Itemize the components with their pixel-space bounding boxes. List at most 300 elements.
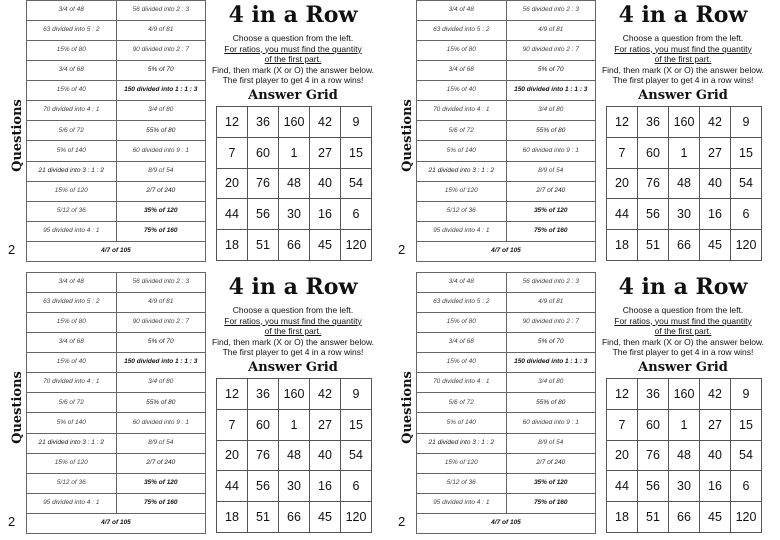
answer-cell[interactable]: 20: [217, 440, 248, 471]
question-cell: 5/12 of 36: [27, 201, 117, 221]
page-number: 2: [398, 514, 406, 529]
answer-grid-title: Answer Grid: [638, 88, 728, 103]
question-cell: 35% of 120: [116, 201, 206, 221]
answer-cell[interactable]: 45: [700, 502, 731, 533]
instruction-line-5: The first player to get 4 in a row wins!: [612, 75, 754, 85]
question-cell: 5/6 of 72: [27, 393, 117, 413]
question-cell: 75% of 160: [116, 221, 206, 241]
question-cell: 4/9 of 81: [506, 293, 596, 313]
instruction-line-5: The first player to get 4 in a row wins!: [612, 347, 754, 357]
answer-cell[interactable]: 18: [217, 502, 248, 533]
answer-cell[interactable]: 120: [341, 502, 372, 533]
answer-cell[interactable]: 7: [217, 137, 248, 168]
answer-cell[interactable]: 54: [731, 440, 762, 471]
instruction-line-5: The first player to get 4 in a row wins!: [222, 75, 364, 85]
question-row: [27, 101, 206, 121]
answer-row: [607, 379, 762, 410]
question-cell: 90 divided into 2 : 7: [506, 41, 596, 61]
question-cell: 60 divided into 9 : 1: [506, 141, 596, 161]
answer-cell[interactable]: 40: [700, 168, 731, 199]
question-row: [417, 453, 596, 473]
answer-cell[interactable]: 160: [669, 379, 700, 410]
question-row: [27, 141, 206, 161]
question-row: [417, 21, 596, 41]
instruction-line-2: For ratios, you must find the quantity: [224, 315, 362, 326]
answer-cell[interactable]: 160: [669, 107, 700, 138]
question-cell: 15% of 120: [417, 181, 507, 201]
question-cell: 55% of 80: [116, 121, 206, 141]
game-title: 4 in a Row: [228, 2, 358, 28]
question-cell: 55% of 80: [506, 393, 596, 413]
answer-cell[interactable]: 18: [217, 230, 248, 261]
answer-cell[interactable]: 1: [279, 409, 310, 440]
answer-cell[interactable]: 42: [700, 107, 731, 138]
question-cell: 55% of 80: [506, 121, 596, 141]
question-row: [417, 413, 596, 433]
question-cell: 5% of 140: [417, 413, 507, 433]
answer-cell[interactable]: 51: [248, 502, 279, 533]
answer-grid: [606, 378, 762, 533]
question-row: [417, 1, 596, 21]
question-cell: 56 divided into 2 : 3: [116, 1, 206, 21]
question-row: [27, 293, 206, 313]
answer-cell[interactable]: 15: [341, 137, 372, 168]
question-cell: 60 divided into 9 : 1: [116, 141, 206, 161]
question-row: [417, 241, 596, 261]
question-row: [417, 201, 596, 221]
answer-cell[interactable]: 30: [279, 471, 310, 502]
question-cell: 5% of 70: [116, 61, 206, 81]
answer-row: [217, 199, 372, 230]
answer-cell[interactable]: 51: [248, 230, 279, 261]
answer-cell[interactable]: 54: [341, 168, 372, 199]
answer-cell[interactable]: 9: [731, 107, 762, 138]
instruction-line-4: Find, then mark (X or O) the answer below.: [211, 336, 375, 347]
answer-cell[interactable]: 45: [700, 230, 731, 261]
question-row: [417, 393, 596, 413]
answer-cell[interactable]: 9: [341, 107, 372, 138]
answer-cell[interactable]: 42: [700, 379, 731, 410]
answer-cell[interactable]: 27: [310, 137, 341, 168]
question-cell: 8/9 of 54: [116, 161, 206, 181]
answer-cell[interactable]: 1: [669, 137, 700, 168]
answer-grid: [216, 106, 372, 261]
question-row: [417, 141, 596, 161]
question-row: [417, 293, 596, 313]
answer-cell[interactable]: 20: [607, 440, 638, 471]
question-cell: 3/4 of 80: [116, 101, 206, 121]
answer-cell[interactable]: 76: [248, 440, 279, 471]
question-cell: 70 divided into 4 : 1: [27, 101, 117, 121]
answer-cell[interactable]: 27: [700, 409, 731, 440]
questions-table: [416, 272, 596, 534]
question-row: [417, 61, 596, 81]
answer-cell[interactable]: 56: [248, 199, 279, 230]
answer-cell[interactable]: 160: [279, 379, 310, 410]
question-cell: 95 divided into 4 : 1: [27, 493, 117, 513]
answer-cell[interactable]: 6: [341, 199, 372, 230]
answer-grid-title: Answer Grid: [248, 88, 338, 103]
question-cell: 63 divided into 5 : 2: [27, 293, 117, 313]
answer-cell[interactable]: 40: [700, 440, 731, 471]
answer-cell[interactable]: 16: [310, 199, 341, 230]
question-cell: 56 divided into 2 : 3: [506, 1, 596, 21]
question-cell: 2/7 of 240: [116, 181, 206, 201]
answer-cell[interactable]: 40: [310, 440, 341, 471]
question-cell: 4/7 of 105: [27, 241, 206, 261]
answer-cell[interactable]: 20: [607, 168, 638, 199]
question-cell: 150 divided into 1 : 1 : 3: [506, 81, 596, 101]
instruction-line-2: For ratios, you must find the quantity: [614, 43, 752, 54]
answer-grid-title: Answer Grid: [248, 360, 338, 375]
answer-row: [607, 137, 762, 168]
answer-cell[interactable]: 120: [731, 502, 762, 533]
page-number: 2: [398, 242, 406, 257]
question-row: [27, 513, 206, 533]
question-cell: 15% of 80: [417, 313, 507, 333]
question-row: [27, 201, 206, 221]
answer-cell[interactable]: 42: [310, 107, 341, 138]
question-row: [27, 493, 206, 513]
answer-row: [217, 379, 372, 410]
question-cell: 15% of 40: [417, 81, 507, 101]
answer-cell[interactable]: 36: [248, 107, 279, 138]
question-cell: 5/12 of 36: [417, 201, 507, 221]
answer-cell[interactable]: 160: [279, 107, 310, 138]
answer-cell[interactable]: 54: [731, 168, 762, 199]
question-cell: 95 divided into 4 : 1: [27, 221, 117, 241]
answer-cell[interactable]: 30: [279, 199, 310, 230]
question-cell: 63 divided into 5 : 2: [417, 21, 507, 41]
answer-cell[interactable]: 44: [607, 471, 638, 502]
answer-cell[interactable]: 48: [279, 168, 310, 199]
answer-cell[interactable]: 12: [217, 379, 248, 410]
game-card: [390, 0, 766, 262]
answer-cell[interactable]: 44: [217, 199, 248, 230]
question-row: [27, 433, 206, 453]
question-row: [27, 41, 206, 61]
question-cell: 2/7 of 240: [116, 453, 206, 473]
question-cell: 8/9 of 54: [116, 433, 206, 453]
answer-cell[interactable]: 44: [217, 471, 248, 502]
questions-side-label: Questions: [9, 370, 25, 444]
answer-cell[interactable]: 56: [248, 471, 279, 502]
answer-cell[interactable]: 60: [638, 137, 669, 168]
question-cell: 4/7 of 105: [27, 513, 206, 533]
instruction-line-2: For ratios, you must find the quantity: [614, 315, 752, 326]
question-cell: 4/9 of 81: [116, 21, 206, 41]
question-cell: 70 divided into 4 : 1: [417, 373, 507, 393]
instruction-line-1: Choose a question from the left.: [232, 33, 354, 43]
questions-side-label: Questions: [399, 370, 415, 444]
question-row: [27, 473, 206, 493]
answer-row: [607, 409, 762, 440]
question-cell: 15% of 80: [417, 41, 507, 61]
question-cell: 5/12 of 36: [27, 473, 117, 493]
answer-grid-title: Answer Grid: [638, 360, 728, 375]
answer-cell[interactable]: 36: [638, 379, 669, 410]
question-cell: 5/6 of 72: [417, 121, 507, 141]
question-row: [27, 81, 206, 101]
question-cell: 15% of 40: [417, 353, 507, 373]
answer-cell[interactable]: 36: [248, 379, 279, 410]
question-cell: 15% of 80: [27, 313, 117, 333]
answer-cell[interactable]: 18: [607, 502, 638, 533]
question-cell: 70 divided into 4 : 1: [27, 373, 117, 393]
answer-cell[interactable]: 16: [310, 471, 341, 502]
question-cell: 3/4 of 68: [27, 61, 117, 81]
answer-row: [217, 168, 372, 199]
answer-cell[interactable]: 6: [731, 199, 762, 230]
question-cell: 15% of 120: [27, 453, 117, 473]
instruction-line-1: Choose a question from the left.: [622, 33, 744, 43]
answer-cell[interactable]: 7: [607, 409, 638, 440]
game-title: 4 in a Row: [618, 2, 748, 28]
answer-cell[interactable]: 18: [607, 230, 638, 261]
answer-cell[interactable]: 12: [217, 107, 248, 138]
answer-row: [217, 230, 372, 261]
question-cell: 3/4 of 48: [417, 273, 507, 293]
instruction-line-4: Find, then mark (X or O) the answer below.: [601, 336, 765, 347]
answer-cell[interactable]: 12: [607, 107, 638, 138]
answer-cell[interactable]: 44: [607, 199, 638, 230]
answer-cell[interactable]: 66: [279, 502, 310, 533]
instruction-line-2: For ratios, you must find the quantity: [224, 43, 362, 54]
game-card: [390, 272, 766, 534]
answer-grid: [606, 106, 762, 261]
answer-cell[interactable]: 48: [669, 168, 700, 199]
answer-cell[interactable]: 9: [341, 379, 372, 410]
question-row: [27, 121, 206, 141]
question-row: [27, 161, 206, 181]
answer-cell[interactable]: 6: [341, 471, 372, 502]
question-cell: 56 divided into 2 : 3: [506, 273, 596, 293]
question-cell: 3/4 of 80: [116, 373, 206, 393]
answer-row: [217, 471, 372, 502]
question-row: [27, 453, 206, 473]
answer-cell[interactable]: 15: [731, 137, 762, 168]
answer-cell[interactable]: 48: [279, 440, 310, 471]
answer-cell[interactable]: 27: [700, 137, 731, 168]
instruction-line-3: of the first part.: [654, 326, 712, 336]
instruction-line-1: Choose a question from the left.: [622, 305, 744, 315]
answer-row: [217, 502, 372, 533]
answer-cell[interactable]: 66: [669, 502, 700, 533]
instructions: [210, 33, 376, 86]
answer-cell[interactable]: 16: [700, 199, 731, 230]
question-row: [27, 413, 206, 433]
question-cell: 95 divided into 4 : 1: [417, 221, 507, 241]
question-row: [417, 433, 596, 453]
question-cell: 75% of 160: [506, 221, 596, 241]
game-card: [0, 0, 376, 262]
question-row: [417, 473, 596, 493]
answer-cell[interactable]: 66: [279, 230, 310, 261]
answer-cell[interactable]: 60: [638, 409, 669, 440]
question-row: [27, 221, 206, 241]
answer-cell[interactable]: 76: [638, 440, 669, 471]
questions-table: [26, 0, 206, 262]
question-row: [417, 273, 596, 293]
answer-cell[interactable]: 15: [731, 409, 762, 440]
question-row: [417, 373, 596, 393]
question-cell: 60 divided into 9 : 1: [506, 413, 596, 433]
question-row: [27, 273, 206, 293]
question-cell: 3/4 of 48: [27, 273, 117, 293]
instruction-line-3: of the first part.: [264, 54, 322, 64]
question-row: [417, 353, 596, 373]
instruction-line-1: Choose a question from the left.: [232, 305, 354, 315]
answer-cell[interactable]: 9: [731, 379, 762, 410]
question-row: [417, 41, 596, 61]
instructions: [210, 305, 376, 358]
question-row: [27, 393, 206, 413]
question-cell: 21 divided into 3 : 1 : 2: [417, 433, 507, 453]
question-cell: 5/6 of 72: [417, 393, 507, 413]
questions-table: [26, 272, 206, 534]
question-row: [27, 353, 206, 373]
instruction-line-4: Find, then mark (X or O) the answer below.: [211, 64, 375, 75]
question-cell: 15% of 40: [27, 353, 117, 373]
answer-cell[interactable]: 40: [310, 168, 341, 199]
answer-cell[interactable]: 60: [248, 409, 279, 440]
question-cell: 90 divided into 2 : 7: [116, 41, 206, 61]
answer-row: [607, 199, 762, 230]
instruction-line-3: of the first part.: [654, 54, 712, 64]
answer-cell[interactable]: 6: [731, 471, 762, 502]
question-cell: 60 divided into 9 : 1: [116, 413, 206, 433]
question-row: [417, 121, 596, 141]
answer-row: [607, 440, 762, 471]
answer-cell[interactable]: 30: [669, 471, 700, 502]
answer-row: [217, 409, 372, 440]
question-cell: 4/9 of 81: [506, 21, 596, 41]
answer-cell[interactable]: 66: [669, 230, 700, 261]
answer-row: [607, 168, 762, 199]
question-cell: 70 divided into 4 : 1: [417, 101, 507, 121]
page-number: 2: [8, 514, 16, 529]
questions-table: [416, 0, 596, 262]
answer-cell[interactable]: 7: [607, 137, 638, 168]
question-cell: 15% of 40: [27, 81, 117, 101]
question-cell: 15% of 120: [417, 453, 507, 473]
question-cell: 2/7 of 240: [506, 181, 596, 201]
answer-cell[interactable]: 51: [638, 230, 669, 261]
answer-row: [607, 107, 762, 138]
answer-row: [607, 502, 762, 533]
answer-grid: [216, 378, 372, 533]
question-row: [417, 161, 596, 181]
answer-cell[interactable]: 120: [341, 230, 372, 261]
questions-side-label: Questions: [399, 98, 415, 172]
answer-cell[interactable]: 15: [341, 409, 372, 440]
question-cell: 63 divided into 5 : 2: [27, 21, 117, 41]
answer-cell[interactable]: 54: [341, 440, 372, 471]
question-cell: 35% of 120: [116, 473, 206, 493]
question-cell: 5% of 140: [27, 413, 117, 433]
question-row: [27, 1, 206, 21]
answer-cell[interactable]: 1: [279, 137, 310, 168]
answer-cell[interactable]: 120: [731, 230, 762, 261]
question-row: [417, 81, 596, 101]
question-row: [417, 513, 596, 533]
instructions: [600, 305, 766, 358]
answer-row: [607, 471, 762, 502]
question-cell: 2/7 of 240: [506, 453, 596, 473]
answer-cell[interactable]: 60: [248, 137, 279, 168]
answer-cell[interactable]: 12: [607, 379, 638, 410]
answer-cell[interactable]: 1: [669, 409, 700, 440]
question-cell: 21 divided into 3 : 1 : 2: [417, 161, 507, 181]
answer-row: [607, 230, 762, 261]
answer-cell[interactable]: 36: [638, 107, 669, 138]
answer-cell[interactable]: 30: [669, 199, 700, 230]
question-cell: 3/4 of 68: [27, 333, 117, 353]
question-row: [27, 21, 206, 41]
question-cell: 3/4 of 48: [27, 1, 117, 21]
question-cell: 4/9 of 81: [116, 293, 206, 313]
answer-cell[interactable]: 76: [248, 168, 279, 199]
question-cell: 35% of 120: [506, 473, 596, 493]
question-row: [27, 313, 206, 333]
answer-cell[interactable]: 51: [638, 502, 669, 533]
question-cell: 90 divided into 2 : 7: [506, 313, 596, 333]
game-title: 4 in a Row: [228, 274, 358, 300]
instructions: [600, 33, 766, 86]
answer-cell[interactable]: 27: [310, 409, 341, 440]
answer-cell[interactable]: 76: [638, 168, 669, 199]
answer-cell[interactable]: 56: [638, 199, 669, 230]
question-cell: 35% of 120: [506, 201, 596, 221]
question-cell: 5% of 70: [506, 61, 596, 81]
instruction-line-4: Find, then mark (X or O) the answer below.: [601, 64, 765, 75]
question-row: [417, 333, 596, 353]
answer-cell[interactable]: 48: [669, 440, 700, 471]
question-row: [27, 333, 206, 353]
question-row: [417, 181, 596, 201]
question-cell: 5% of 70: [506, 333, 596, 353]
answer-row: [217, 107, 372, 138]
game-title: 4 in a Row: [618, 274, 748, 300]
question-cell: 3/4 of 80: [506, 101, 596, 121]
question-cell: 15% of 80: [27, 41, 117, 61]
game-card: [0, 272, 376, 534]
question-cell: 3/4 of 68: [417, 333, 507, 353]
question-row: [417, 313, 596, 333]
question-cell: 90 divided into 2 : 7: [116, 313, 206, 333]
answer-cell[interactable]: 45: [310, 230, 341, 261]
answer-cell[interactable]: 20: [217, 168, 248, 199]
question-cell: 3/4 of 68: [417, 61, 507, 81]
question-cell: 21 divided into 3 : 1 : 2: [27, 161, 117, 181]
question-cell: 55% of 80: [116, 393, 206, 413]
question-row: [27, 61, 206, 81]
questions-side-label: Questions: [9, 98, 25, 172]
answer-cell[interactable]: 45: [310, 502, 341, 533]
question-cell: 5/12 of 36: [417, 473, 507, 493]
question-cell: 150 divided into 1 : 1 : 3: [116, 353, 206, 373]
answer-cell[interactable]: 16: [700, 471, 731, 502]
answer-cell[interactable]: 7: [217, 409, 248, 440]
answer-cell[interactable]: 56: [638, 471, 669, 502]
question-cell: 150 divided into 1 : 1 : 3: [116, 81, 206, 101]
answer-cell[interactable]: 42: [310, 379, 341, 410]
question-cell: 3/4 of 80: [506, 373, 596, 393]
question-cell: 95 divided into 4 : 1: [417, 493, 507, 513]
question-cell: 75% of 160: [506, 493, 596, 513]
question-cell: 4/7 of 105: [417, 513, 596, 533]
question-row: [417, 221, 596, 241]
